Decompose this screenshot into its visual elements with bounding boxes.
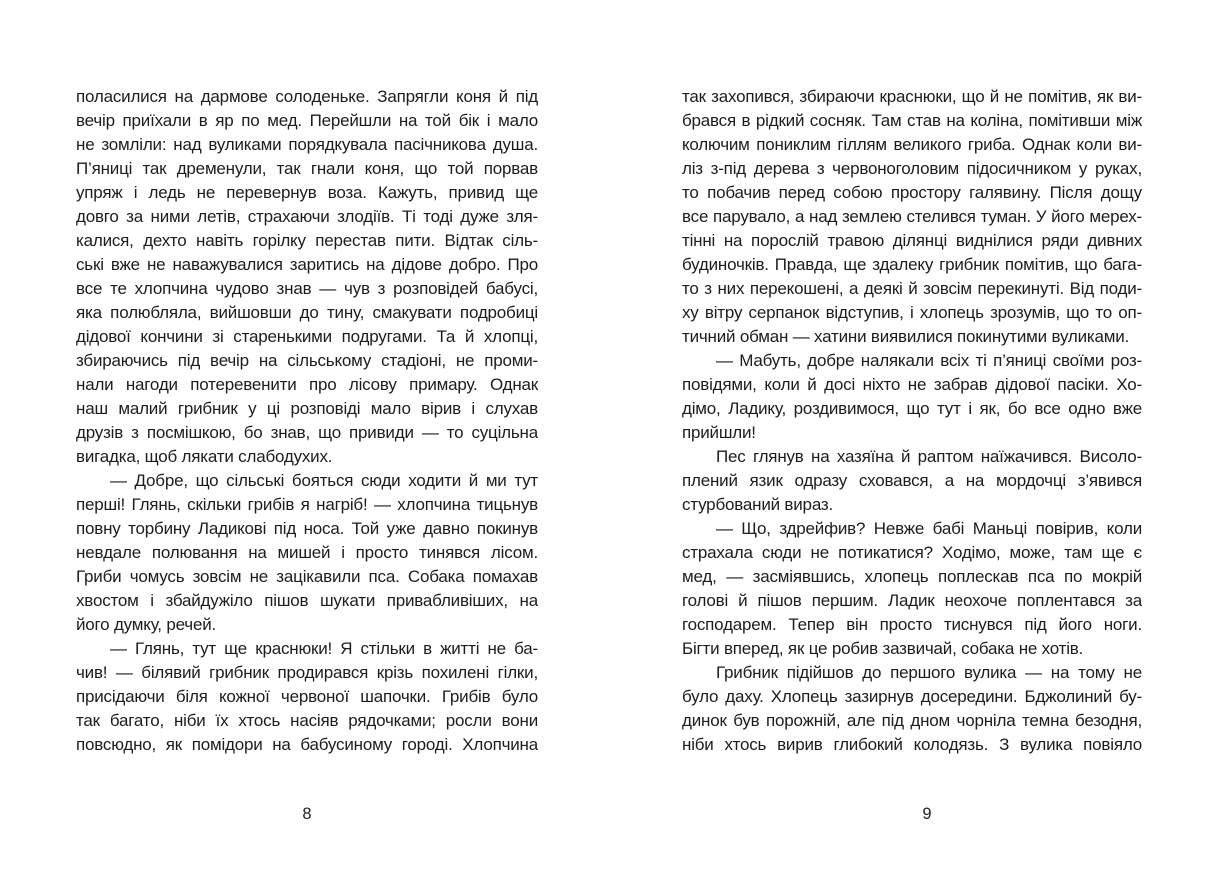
text-line: ху вітру серпанок відступив, і хлопець зрозумів, що то оп-: [682, 303, 1142, 322]
text-line: голові й пішов першим. Ладик неохоче поплентався за: [682, 591, 1142, 610]
text-line: динок був порожній, але під дном чорніла темна безодня,: [682, 711, 1142, 730]
text-line: калися, дехто навіть горілку перестав пити. Відтак сіль-: [76, 231, 538, 250]
text-line: нали нагоди потеревенити про лісову примару. Однак: [76, 375, 538, 394]
text-line: повну торбину Ладикові під носа. Той уже давно покинув: [76, 519, 538, 538]
text-line: вигадка, щоб лякати слабодухих.: [76, 447, 333, 466]
text-line: невдале полювання на мишей і просто тинявся лісом.: [76, 543, 538, 562]
text-line: Гриби чомусь зовсім не зацікавили пса. Собака помахав: [76, 567, 538, 586]
text-line: господарем. Тепер він просто тиснувся під його ноги.: [682, 615, 1142, 634]
text-line: повсюдно, як помідори на бабусиному городі. Хлопчина: [76, 735, 538, 754]
text-line: яка полюбляла, вийшовши до тину, смакувати подробиці: [76, 303, 538, 322]
text-line: П’яниці так дременули, так гнали коня, що той порвав: [76, 159, 538, 178]
text-line: прийшли!: [682, 423, 756, 442]
text-line: то з них перекошені, а деякі й зовсім перекинуті. Від поди-: [682, 279, 1142, 298]
text-line: дімо, Ладику, роздивимося, що тут і як, бо все одно вже: [682, 399, 1142, 418]
text-line: наш малий грибник у ці розповіді мало вірив і слухав: [76, 399, 538, 418]
text-line: все те хлопчина чудово знав — чув з розповідей бабусі,: [76, 279, 538, 298]
text-line: колючим пониклим гіллям великого гриба. Однак коли ви-: [682, 135, 1142, 154]
text-line: то побачив перед собою простору галявину. Після дощу: [682, 183, 1142, 202]
text-line: вечір приїхали в яр по мед. Перейшли на той бік і мало: [76, 111, 538, 130]
text-line: не зомліли: над вуликами порядкувала пасічникова душа.: [76, 135, 538, 154]
text-line: — Глянь, тут ще краснюки! Я стільки в житті не ба-: [110, 639, 538, 658]
text-line: — Що, здрейфив? Невже бабі Маньці повірив, коли: [716, 519, 1142, 538]
text-line: мед, — засміявшись, хлопець поплескав пса по мокрій: [682, 567, 1142, 586]
text-line: страхала сюди не потикатися? Ходімо, може, там ще є: [682, 543, 1142, 562]
text-line: Бігти вперед, як це робив зазвичай, собака не хотів.: [682, 639, 1084, 658]
text-line: перші! Глянь, скільки грибів я нагріб! — хлопчина тицьнув: [76, 495, 538, 514]
text-line: будиночків. Правда, ще здалеку грибник помітив, що бага-: [682, 255, 1142, 274]
text-line: поласилися на дармове солоденьке. Запрягли коня й під: [76, 87, 538, 106]
text-line: тінні на порослій травою ділянці виднілися ряди дивних: [682, 231, 1142, 250]
text-line: присідаючи біля кожної червоної шапочки. Грибів було: [76, 687, 538, 706]
text-line: повідями, коли й досі ніхто не забрав дідової пасіки. Хо-: [682, 375, 1142, 394]
text-line: було даху. Хлопець зазирнув досередини. Бджолиний бу-: [682, 687, 1142, 706]
text-line: тичний обман — хатини виявилися покинутими вуликами.: [682, 327, 1130, 346]
page-number-left: 8: [302, 805, 312, 823]
text-line: все парувало, а над землею стелився туман. У його мерех-: [682, 207, 1142, 226]
text-line: його думку, речей.: [76, 615, 217, 634]
page-number-right: 9: [922, 805, 932, 823]
text-line: так багато, ніби їх хтось насіяв рядочками; росли вони: [76, 711, 538, 730]
text-line: плений язик одразу сховався, а на мордочці з’явився: [682, 471, 1142, 490]
text-line: стурбований вираз.: [682, 495, 833, 514]
text-line: брався в рідкий сосняк. Там став на коліна, помітивши між: [682, 111, 1142, 130]
text-line: — Добре, що сільські бояться сюди ходити й ми тут: [110, 471, 538, 490]
text-line: чив! — білявий грибник продирався крізь похилені гілки,: [76, 663, 538, 682]
text-line: Пес глянув на хазяїна й раптом наїжачився. Висоло-: [716, 447, 1142, 466]
text-line: збираючись під вечір на сільському стадіоні, не проми-: [76, 351, 538, 370]
page-right-text-column: [682, 85, 1142, 757]
text-line: хвостом і збайдужіло пішов шукати привабливіших, на: [76, 591, 538, 610]
text-line: ніби хтось вирив глибокий колодязь. З вулика повіяло: [682, 735, 1142, 754]
text-line: дідової кончини зі старенькими подругами. Та й хлопці,: [76, 327, 538, 346]
text-line: Грибник підійшов до першого вулика — на тому не: [716, 663, 1142, 682]
text-line: так захопився, збираючи краснюки, що й не помітив, як ви-: [682, 87, 1142, 106]
text-line: — Мабуть, добре налякали всіх ті п’яниці своїми роз-: [716, 351, 1142, 370]
text-line: ські вже не наважувалися заритись на дідове добро. Про: [76, 255, 538, 274]
text-line: довго за ними летів, страхаючи злодіїв. Ті тоді дуже зля-: [76, 207, 538, 226]
page-left-text-column: [76, 85, 538, 757]
text-line: ліз з-під дерева з червоноголовим підосичником у руках,: [682, 159, 1142, 178]
text-line: друзів з посмішкою, бо знав, що привиди — то суцільна: [76, 423, 538, 442]
text-line: упряж і ледь не перевернув воза. Кажуть, привид ще: [76, 183, 538, 202]
